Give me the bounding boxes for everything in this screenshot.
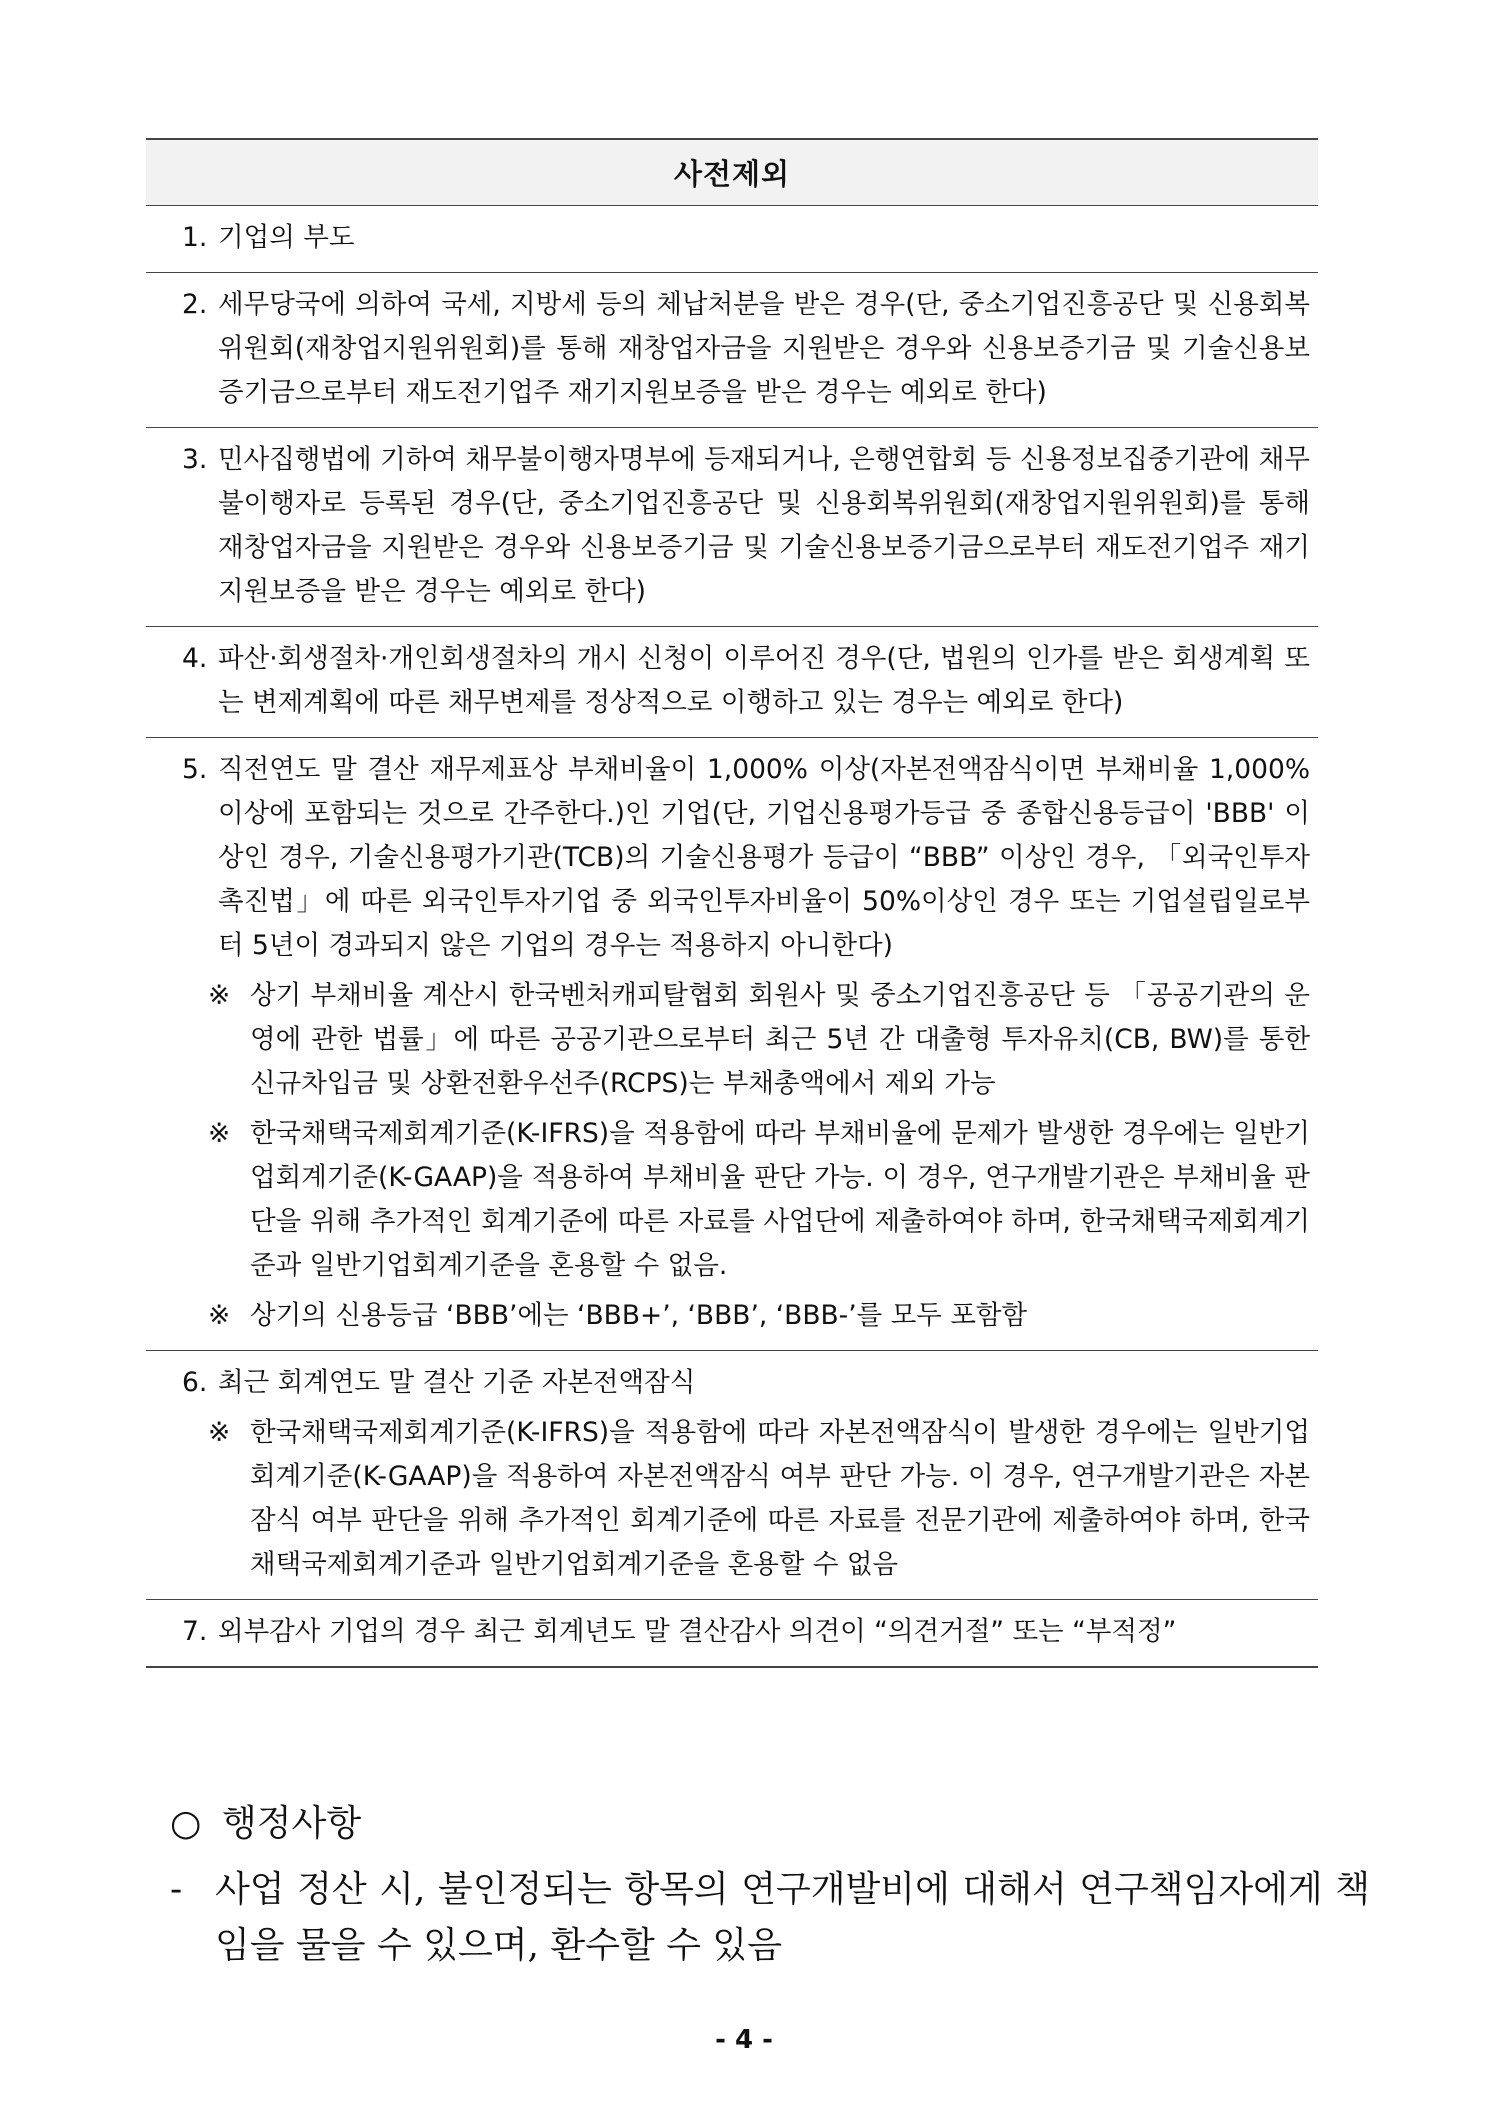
- item-number: 4.: [182, 643, 208, 674]
- item-number: 6.: [182, 1367, 208, 1398]
- item-text: 민사집행법에 기하여 채무불이행자명부에 등재되거나, 은행연합회 등 신용정보집중기관에 채무불이행자로 등록된 경우(단, 중소기업진흥공단 및 신용회복위원회(재창업지원위원회)를 통해 재창업자금을 지원받은 경우와 신용보증기금 및 기술신용보증기금으로부터 재도전기업주 재기지원보증을 받은 경우는 예외로 한다): [218, 444, 1310, 607]
- table-row: [146, 1351, 1318, 1600]
- item-text: 최근 회계연도 말 결산 기준 자본전액잠식: [218, 1367, 696, 1398]
- page-number: - 4 -: [715, 2025, 773, 2055]
- item-text: 직전연도 말 결산 재무제표상 부채비율이 1,000% 이상(자본전액잠식이면 부채비율 1,000% 이상에 포함되는 것으로 간주한다.)인 기업(단, 기업신용평가등급 중 종합신용등급이 'BBB' 이상인 경우, 기술신용평가기관(TCB)의 기술신용평가 등급이 “BBB” 이상인 경우, 「외국인투자 촉진법」에 따른 외국인투자기업 중 외국인투자비율이 50%이상인 경우 또는 기업설립일로부터 5년이 경과되지 않은 기업의 경우는 적용하지 아니한다): [218, 754, 1310, 961]
- note-text: 한국채택국제회계기준(K-IFRS)을 적용함에 따라 자본전액잠식이 발생한 경우에는 일반기업회계기준(K-GAAP)을 적용하여 자본전액잠식 여부 판단 가능. 이 경우, 연구개발기관은 자본잠식 여부 판단을 위해 추가적인 회계기준에 따른 자료를 전문기관에 제출하여야 하며, 한국채택국제회계기준과 일반기업회계기준을 혼용할 수 없음: [250, 1417, 1310, 1580]
- admin-text: 사업 정산 시, 불인정되는 항목의 연구개발비에 대해서 연구책임자에게 책임을 물을 수 있으며, 환수할 수 있음: [215, 1869, 1370, 1966]
- item-number: 1.: [182, 222, 208, 253]
- note-text: 상기의 신용등급 ‘BBB’에는 ‘BBB+’, ‘BBB’, ‘BBB-’를 모두 포함함: [250, 1300, 1028, 1331]
- item-text: 파산·회생절차·개인회생절차의 개시 신청이 이루어진 경우(단, 법원의 인가를 받은 회생계획 또는 변제계획에 따른 채무변제를 정상적으로 이행하고 있는 경우는 예외로 한다): [218, 643, 1310, 718]
- note-mark: ※: [208, 1417, 231, 1448]
- item-number: 3.: [182, 444, 208, 475]
- table-row: [146, 1600, 1318, 1668]
- item-text: 외부감사 기업의 경우 최근 회계년도 말 결산감사 의견이 “의견거절” 또는 “부적정”: [218, 1616, 1177, 1647]
- circle-bullet-icon: ○: [170, 1803, 202, 1844]
- dash-bullet: -: [170, 1869, 183, 1910]
- admin-heading: 행정사항: [222, 1803, 362, 1844]
- item-number: 7.: [182, 1616, 208, 1647]
- item-number: 5.: [182, 754, 208, 785]
- item-number: 2.: [182, 289, 208, 320]
- table-row: [146, 206, 1318, 273]
- table-header: 사전제외: [146, 138, 1318, 206]
- note-text: 상기 부채비율 계산시 한국벤처캐피탈협회 회원사 및 중소기업진흥공단 등 「공공기관의 운영에 관한 법률」에 따른 공공기관으로부터 최근 5년 간 대출형 투자유치(CB, BW)를 통한 신규차입금 및 상환전환우선주(RCPS)는 부채총액에서 제외 가능: [250, 980, 1310, 1099]
- note-mark: ※: [208, 1118, 231, 1149]
- note-mark: ※: [208, 980, 231, 1011]
- note-text: 한국채택국제회계기준(K-IFRS)을 적용함에 따라 부채비율에 문제가 발생한 경우에는 일반기업회계기준(K-GAAP)을 적용하여 부채비율 판단 가능. 이 경우, 연구개발기관은 부채비율 판단을 위해 추가적인 회계기준에 따른 자료를 사업단에 제출하여야 하며, 한국채택국제회계기준과 일반기업회계기준을 혼용할 수 없음.: [250, 1118, 1310, 1281]
- table-row: [146, 273, 1318, 428]
- table-row: [146, 738, 1318, 1351]
- exclusion-criteria-table: [146, 138, 1318, 1668]
- admin-section: [170, 1798, 1370, 1974]
- table-row: [146, 627, 1318, 738]
- table-row: [146, 428, 1318, 627]
- note-mark: ※: [208, 1300, 231, 1331]
- item-text: 기업의 부도: [218, 222, 355, 253]
- item-text: 세무당국에 의하여 국세, 지방세 등의 체납처분을 받은 경우(단, 중소기업진흥공단 및 신용회복위원회(재창업지원위원회)를 통해 재창업자금을 지원받은 경우와 신용보증기금 및 기술신용보증기금으로부터 재도전기업주 재기지원보증을 받은 경우는 예외로 한다): [218, 289, 1310, 408]
